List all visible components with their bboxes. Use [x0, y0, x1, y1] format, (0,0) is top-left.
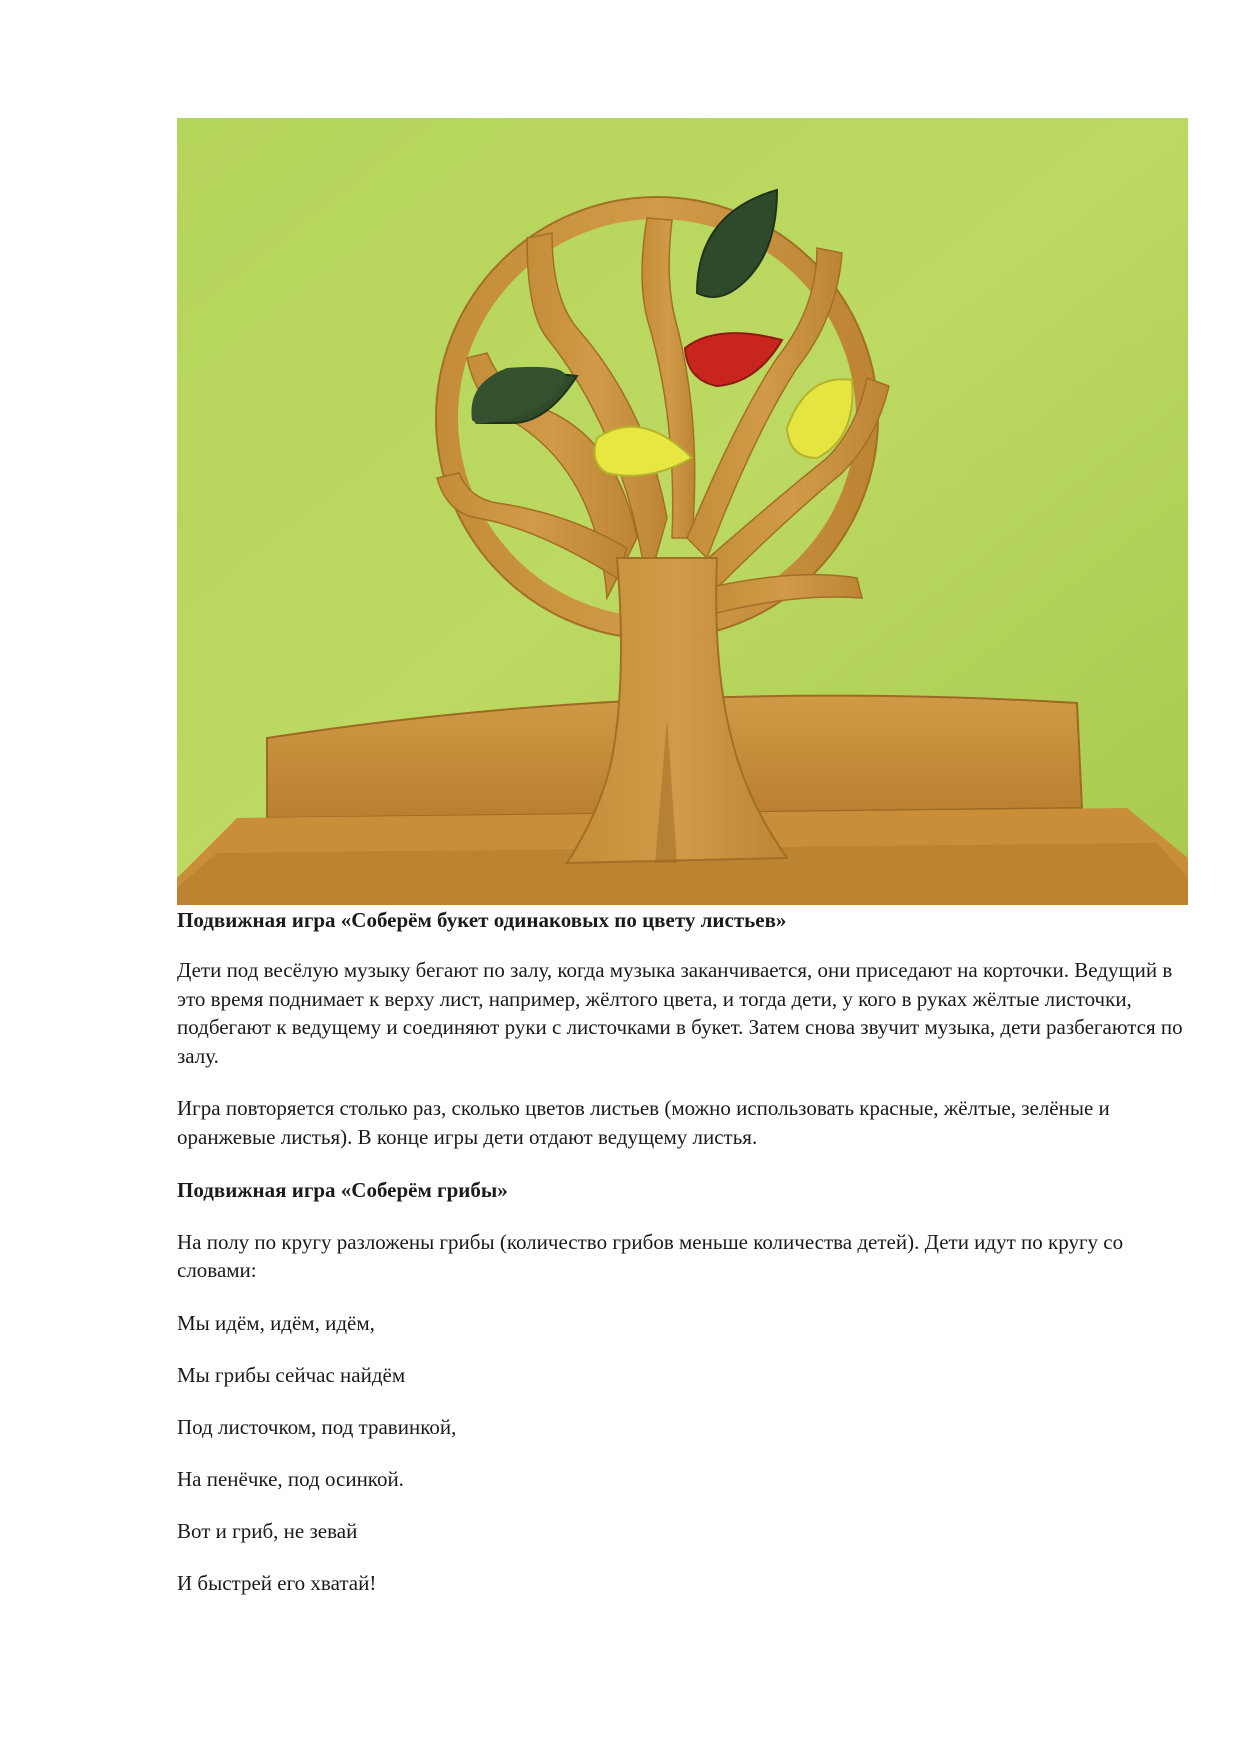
wooden-tree-with-leaves-photo [177, 118, 1188, 905]
tree-photo [177, 118, 1188, 905]
verse-line: Вот и гриб, не зевай [177, 1518, 358, 1543]
verse-line: Под листочком, под травинкой, [177, 1414, 457, 1439]
verse-line: На пенёчке, под осинкой. [177, 1466, 404, 1491]
game2-title: Подвижная игра «Соберём грибы» [177, 1177, 508, 1202]
game1-paragraph-1: Дети под весёлую музыку бегают по залу, когда музыка заканчивается, они приседают на корточки. Ведущий в это время поднимает к верху лист, например, жёлтого цвета, и тогда дети, у кого в руках жёлтые листочки, подбегают к ведущему и соединяют руки с листочками в букет. Затем снова звучит музыка, дети разбегаются по залу. [177, 958, 1183, 1068]
game1-paragraph-2: Игра повторяется столько раз, сколько цветов листьев (можно использовать красные, жёлтые, зелёные и оранжевые листья). В конце игры дети отдают ведущему листья. [177, 1096, 1110, 1149]
game2-paragraph-1: На полу по кругу разложены грибы (количество грибов меньше количества детей). Дети идут по кругу со словами: [177, 1229, 1124, 1283]
game1-title: Подвижная игра «Соберём букет одинаковых по цвету листьев» [177, 908, 787, 932]
verse-line: И быстрей его хватай! [177, 1570, 377, 1595]
verse-line: Мы грибы сейчас найдём [177, 1362, 406, 1387]
document-body [177, 906, 1188, 1597]
verse-line: Мы идём, идём, идём, [177, 1310, 375, 1335]
